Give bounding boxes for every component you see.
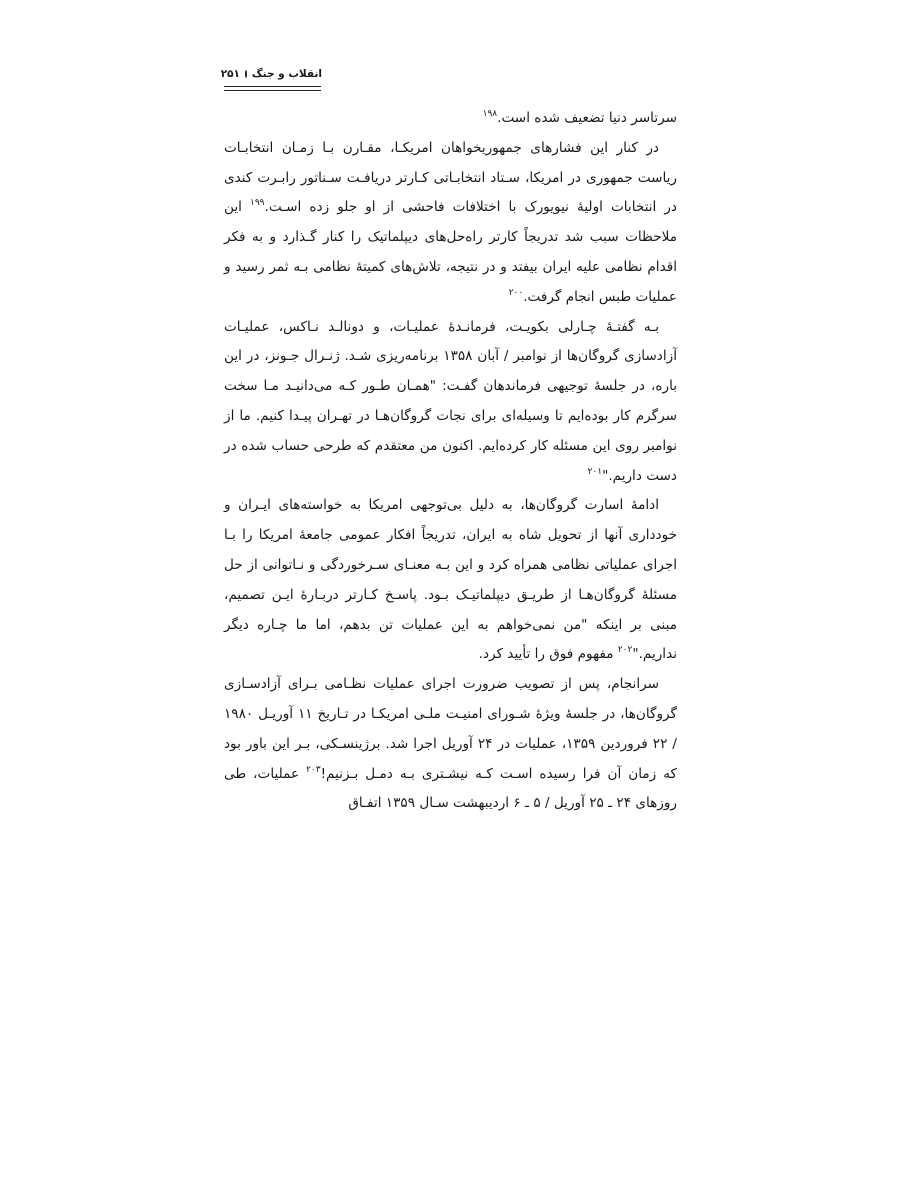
paragraph (224, 104, 677, 134)
paragraph (224, 313, 677, 492)
body-text (224, 104, 677, 819)
paragraph-text: سرتاسر دنیا تضعیف شده است. (497, 110, 677, 126)
footnote-marker: ۲۰۰ (508, 287, 524, 298)
page-number: ۲۵۱ (220, 68, 240, 80)
footnote-marker: ۲۰۲ (617, 645, 633, 656)
footnote-marker: ۱۹۸ (482, 109, 498, 119)
paragraph-text: مفهوم فوق را تأیید کرد. (478, 646, 618, 663)
running-header-title: انقلاب و جنگ (251, 68, 322, 80)
paragraph (224, 491, 677, 670)
footnote-marker: ۱۹۹ (249, 198, 265, 209)
paragraph-text: در کنار این فشارهای جمهوریخواهان امریکـا، مقـارن بـا زمـان انتخابـات ریاست جمهوری در امریکا، سـتاد انتخابـاتی کـارتر دریافـت سـناتور رابـرت کندی در انتخابات اولیهٔ نیویورک با اختلافات فاحشی از او جلو زده اسـت. (224, 139, 677, 216)
footnote-marker: ۲۰۳ (306, 764, 321, 775)
paragraph (224, 670, 677, 819)
paragraph-text: این ملاحظات سبب شد تدریجاً کارتر راه‌حل‌های دیپلماتیک را کنار گـذارد و به فکر اقدام نظامی علیه ایران بیفتد و در نتیجه، تلاش‌های کمیتهٔ نظامی بـه ثمر رسید و عملیات طبس انجام گرفت. (224, 199, 677, 305)
circle-separator-icon (245, 70, 247, 78)
paragraph (224, 134, 677, 313)
running-header (220, 68, 322, 80)
paragraph-text: ادامهٔ اسارت گروگان‌ها، به دلیل بی‌توجهی امریکا به خواسته‌های ایـران و خودداری آنها از تحویل شاه به ایران، تدریجاً افکار عمومی جامعهٔ امریکا را بـا اجرای عملیاتی نظامی همراه کرد و این بـه معنـای سـرخوردگی و نـاتوانی از حل مسئلهٔ گروگان‌هـا از طریـق دیپلماتیـک بـود. پاسـخ کـارتر دربـارهٔ ایـن تصمیم، مبنی بر اینکه "من نمی‌خواهم به این عملیات تن بدهم، اما ما چـاره دیگر نداریم." (224, 497, 677, 663)
paragraph-text: سرانجام، پس از تصویب ضرورت اجرای عملیات نظـامی بـرای آزادسـازی گروگان‌ها، در جلسهٔ ویژهٔ شـورای امنیـت ملـی امریکـا در تـاریخ ۱۱ آوریـل ۱۹۸۰ / ۲۲ فروردین ۱۳۵۹، عملیات در ۲۴ آوریل اجرا شد. برژینسـکی، بـر این باور بود که زمان آن فرا رسیده اسـت کـه نیشـتری بـه دمـل بـزنیم! (224, 676, 678, 782)
paragraph-text: بـه گفتـهٔ چـارلی بکویـت، فرمانـدهٔ عملیـات، و دونالـد نـاکس، عملیـات آزادسازی گروگان‌ها از نوامبر / آبان ۱۳۵۸ برنامه‌ریزی شـد. ژنـرال جـونز، در این باره، در جلسهٔ توجیهی فرماندهان گفـت: "همـان طـور کـه می‌دانیـد مـا سخت سرگرم کار بوده‌ایم تا وسیله‌ای برای نجات گروگان‌هـا در تهـران پیـدا کنیم. ما از نوامبر روی این مسئله کار کرده‌ایم. اکنون من معتقدم که طرحی حساب شده در دست داریم." (224, 318, 677, 484)
header-double-rule (224, 86, 321, 91)
footnote-marker: ۲۰۱ (587, 466, 603, 477)
paragraph-text: عملیات، طی روزهای ۲۴ ـ ۲۵ آوریل / ۵ ـ ۶ اردیبهشت سـال ۱۳۵۹ اتفـاق (224, 765, 677, 812)
